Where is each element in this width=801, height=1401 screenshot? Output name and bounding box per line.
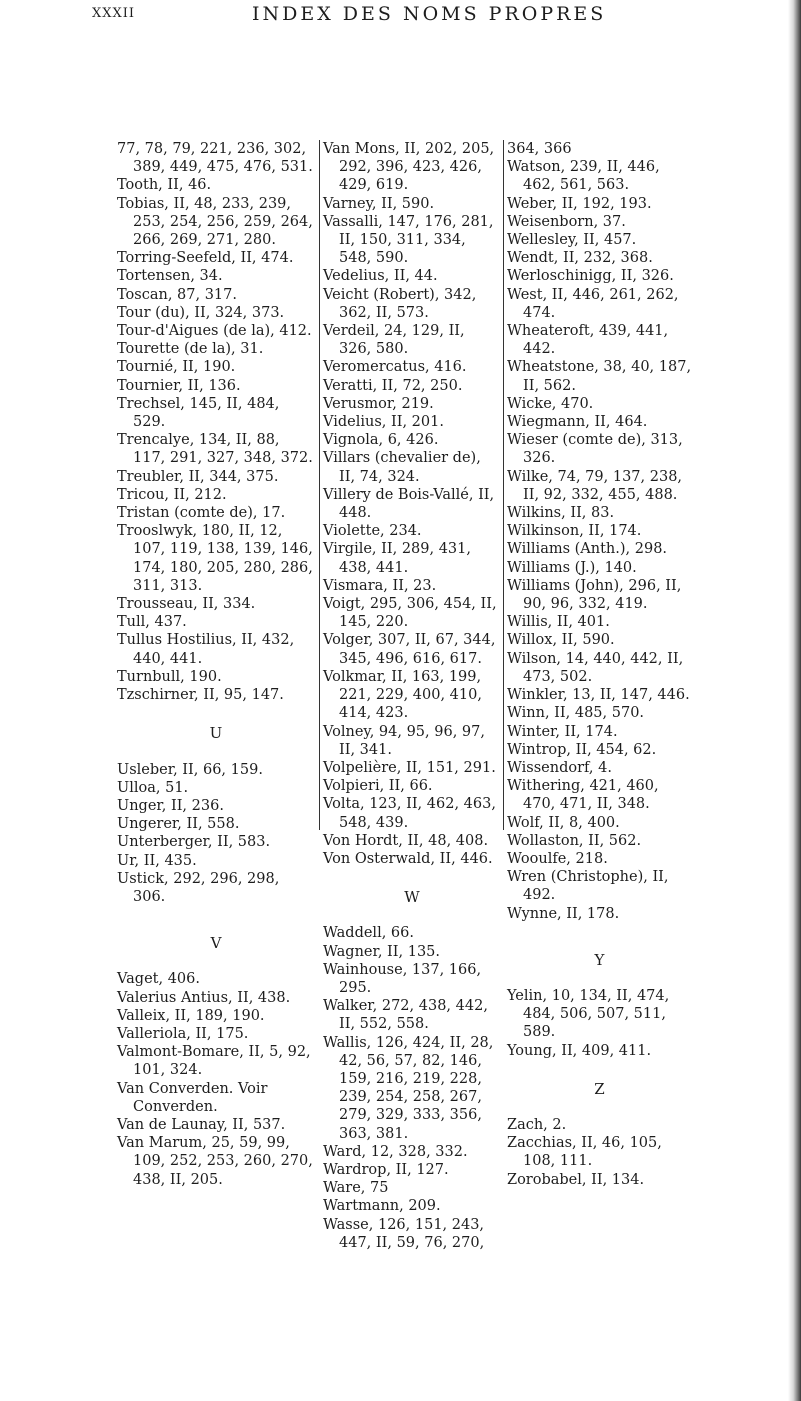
index-column-1 [117, 140, 315, 1188]
index-entry: Wilkinson, II, 174. [507, 523, 642, 540]
index-entry: Vignola, 6, 426. [323, 432, 439, 449]
index-entry: Vaget, 406. [117, 971, 200, 988]
index-entry: Van Mons, II, 202, 205, 292, 396, 423, 426, 429, 619. [323, 141, 495, 194]
index-entry: Unterberger, II, 583. [117, 834, 271, 851]
index-entry: Wheateroft, 439, 441, 442. [507, 323, 669, 358]
index-entry: Zacchias, II, 46, 105, 108, 111. [507, 1135, 662, 1170]
entry-group-top [507, 140, 692, 923]
page-header [92, 3, 772, 30]
index-entry: Zach, 2. [507, 1116, 567, 1133]
index-entry: Wilson, 14, 440, 442, II, 473, 502. [507, 650, 684, 685]
index-entry: Veicht (Robert), 342, 362, II, 573. [323, 286, 477, 321]
index-entry: Wheatstone, 38, 40, 187, II, 562. [507, 359, 692, 394]
index-entry: Veratti, II, 72, 250. [323, 377, 463, 394]
index-entry: Toscan, 87, 317. [117, 286, 237, 303]
index-entry: Willox, II, 590. [507, 632, 615, 649]
index-entry: Van Marum, 25, 59, 99, 109, 252, 253, 260, 270, 438, II, 205. [117, 1135, 313, 1188]
index-entry: Wainhouse, 137, 166, 295. [323, 961, 482, 996]
index-entry: Valleix, II, 189, 190. [117, 1007, 265, 1024]
index-entry: Verusmor, 219. [323, 395, 434, 412]
entry-group-y [507, 987, 692, 1060]
index-entry: Volney, 94, 95, 96, 97, II, 341. [323, 723, 485, 758]
index-entry: Trooslwyk, 180, II, 12, 107, 119, 138, 139, 146, 174, 180, 205, 280, 286, 311, 313. [117, 523, 313, 594]
entry-group-top [117, 140, 315, 704]
index-entry: Tobias, II, 48, 233, 239, 253, 254, 256, 259, 264, 266, 269, 271, 280. [117, 195, 313, 249]
index-entry: Ward, 12, 328, 332. [323, 1143, 468, 1160]
index-entry: Winn, II, 485, 570. [507, 705, 645, 722]
index-entry: Volpieri, II, 66. [323, 778, 433, 795]
index-column-3 [503, 140, 692, 1188]
index-entry: Wolf, II, 8, 400. [507, 814, 620, 831]
index-entry: Wollaston, II, 562. [507, 832, 642, 849]
index-entry: Usleber, II, 66, 159. [117, 761, 263, 778]
index-entry: Wieser (comte de), 313, 326. [507, 432, 683, 467]
index-entry: Ustick, 292, 296, 298, 306. [117, 870, 280, 905]
index-entry: Williams (John), 296, II, 90, 96, 332, 419. [507, 577, 682, 613]
index-entry: Videlius, II, 201. [323, 414, 444, 431]
index-entry: Valmont-Bomare, II, 5, 92, 101, 324. [117, 1044, 311, 1079]
index-entry: Tour (du), II, 324, 373. [117, 304, 285, 321]
page-edge-shadow [788, 0, 801, 1401]
index-entry: Violette, 234. [323, 523, 422, 540]
section-letter-z: Z [594, 1079, 605, 1098]
index-entry: Van de Launay, II, 537. [117, 1116, 286, 1133]
index-entry: Wilkins, II, 83. [507, 505, 615, 522]
index-entry: Torring-Seefeld, II, 474. [117, 250, 294, 267]
index-entry: Wendt, II, 232, 368. [507, 250, 653, 267]
index-column-2 [319, 140, 501, 1251]
index-entry: Wiegmann, II, 464. [507, 414, 648, 431]
index-entry: Vassalli, 147, 176, 281, II, 150, 311, 334, 548, 590. [323, 213, 494, 267]
index-entry: Tournié, II, 190. [117, 359, 236, 376]
index-entry: Verdeil, 24, 129, II, 326, 580. [323, 323, 465, 358]
index-entry: Wissendorf, 4. [507, 759, 612, 776]
index-entry: Wintrop, II, 454, 62. [507, 741, 657, 758]
index-entry: Ulloa, 51. [117, 779, 189, 796]
index-entry: Wooulfe, 218. [507, 850, 608, 867]
index-entry: Von Hordt, II, 48, 408. [323, 832, 489, 849]
index-entry: West, II, 446, 261, 262, 474. [507, 286, 679, 321]
index-entry: Wardrop, II, 127. [323, 1161, 449, 1178]
index-entry: Tullus Hostilius, II, 432, 440, 441. [117, 632, 295, 667]
index-entry: Volger, 307, II, 67, 344, 345, 496, 616, 617. [323, 632, 496, 667]
index-entry: Watson, 239, II, 446, 462, 561, 563. [507, 159, 660, 194]
index-entry: Unger, II, 236. [117, 797, 224, 814]
entry-group-top [323, 140, 501, 868]
index-entry: Yelin, 10, 134, II, 474, 484, 506, 507, 511, 589. [507, 987, 670, 1041]
index-entry: Ungerer, II, 558. [117, 816, 240, 833]
index-entry: Wasse, 126, 151, 243, 447, II, 59, 76, 270, [323, 1216, 485, 1251]
index-entry: Trencalye, 134, II, 88, 117, 291, 327, 348, 372. [117, 432, 313, 467]
index-entry: Walker, 272, 438, 442, II, 552, 558. [323, 998, 488, 1033]
index-entry: Trousseau, II, 334. [117, 596, 256, 613]
section-letter-w: W [404, 888, 420, 907]
index-entry: Tull, 437. [117, 614, 187, 631]
index-entry: Wynne, II, 178. [507, 905, 620, 922]
index-entry: Vedelius, II, 44. [323, 268, 438, 285]
index-entry: Turnbull, 190. [117, 668, 222, 685]
index-entry: Valerius Antius, II, 438. [117, 989, 291, 1006]
index-entry: Tour-d'Aigues (de la), 412. [117, 323, 312, 340]
entry-group-z [507, 1116, 692, 1189]
index-entry: Wallis, 126, 424, II, 28, 42, 56, 57, 82, 146, 159, 216, 219, 228, 239, 254, 258, 267, 279, 329, 333, 356, 363, 381. [323, 1034, 494, 1142]
index-entry: Von Osterwald, II, 446. [323, 850, 493, 867]
index-entry: Williams (Anth.), 298. [507, 541, 668, 558]
index-entry: Van Converden. Voir Converden. [117, 1080, 268, 1115]
index-entry: Zorobabel, II, 134. [507, 1171, 645, 1188]
index-entry: Tristan (comte de), 17. [117, 505, 286, 522]
index-entry: 77, 78, 79, 221, 236, 302, 389, 449, 475, 476, 531. [117, 141, 313, 176]
index-entry: Werloschinigg, II, 326. [507, 268, 674, 285]
index-entry: Tricou, II, 212. [117, 486, 227, 503]
index-entry: Ur, II, 435. [117, 852, 197, 869]
section-letter-y: Y [594, 950, 605, 969]
index-entry: Voigt, 295, 306, 454, II, 145, 220. [323, 596, 497, 631]
index-entry: Wagner, II, 135. [323, 943, 441, 960]
index-entry: Williams (J.), 140. [507, 559, 637, 576]
index-entry: Young, II, 409, 411. [507, 1042, 652, 1059]
index-entry: Volpelière, II, 151, 291. [323, 759, 496, 776]
index-entry: Volkmar, II, 163, 199, 221, 229, 400, 410, 414, 423. [323, 668, 482, 722]
entry-group-u [117, 761, 315, 907]
index-entry: Villars (chevalier de), II, 74, 324. [323, 450, 481, 485]
index-entry: Willis, II, 401. [507, 614, 610, 631]
index-entry: Weber, II, 192, 193. [507, 195, 652, 212]
index-entry: Wartmann, 209. [323, 1198, 441, 1215]
entry-group-v [117, 970, 315, 1188]
index-entry: Waddell, 66. [323, 925, 414, 942]
index-entry: Winkler, 13, II, 147, 446. [507, 687, 690, 704]
running-title: INDEX DES NOMS PROPRES [252, 3, 607, 25]
index-entry: Wicke, 470. [507, 395, 594, 412]
index-entry: Withering, 421, 460, 470, 471, II, 348. [507, 778, 659, 813]
index-entry: Tourette (de la), 31. [117, 341, 264, 358]
index-entry: Treubler, II, 344, 375. [117, 468, 279, 485]
index-entry: Tzschirner, II, 95, 147. [117, 687, 284, 704]
index-entry: Ware, 75 [323, 1180, 389, 1197]
index-entry: Winter, II, 174. [507, 723, 618, 740]
section-letter-v: V [210, 934, 222, 953]
index-entry: Wren (Christophe), II, 492. [507, 869, 669, 904]
index-entry: Trechsel, 145, II, 484, 529. [117, 395, 280, 431]
index-entry: Volta, 123, II, 462, 463, 548, 439. [323, 796, 496, 831]
index-entry: Valleriola, II, 175. [117, 1025, 249, 1042]
index-entry: 364, 366 [507, 141, 572, 157]
index-entry: Tortensen, 34. [117, 268, 223, 285]
index-entry: Veromercatus, 416. [323, 359, 467, 376]
index-entry: Wellesley, II, 457. [507, 232, 637, 249]
index-entry: Vismara, II, 23. [323, 577, 437, 594]
index-entry: Wilke, 74, 79, 137, 238, II, 92, 332, 455, 488. [507, 468, 683, 503]
index-entry: Villery de Bois-Vallé, II, 448. [323, 486, 495, 522]
index-entry: Virgile, II, 289, 431, 438, 441. [323, 541, 471, 576]
index-entry: Tooth, II, 46. [117, 177, 212, 194]
entry-group-w [323, 924, 501, 1252]
index-entry: Weisenborn, 37. [507, 213, 626, 230]
index-entry: Varney, II, 590. [323, 195, 435, 212]
section-letter-u: U [209, 724, 223, 743]
index-entry: Tournier, II, 136. [117, 377, 241, 394]
page-number: XXXII [92, 6, 136, 21]
